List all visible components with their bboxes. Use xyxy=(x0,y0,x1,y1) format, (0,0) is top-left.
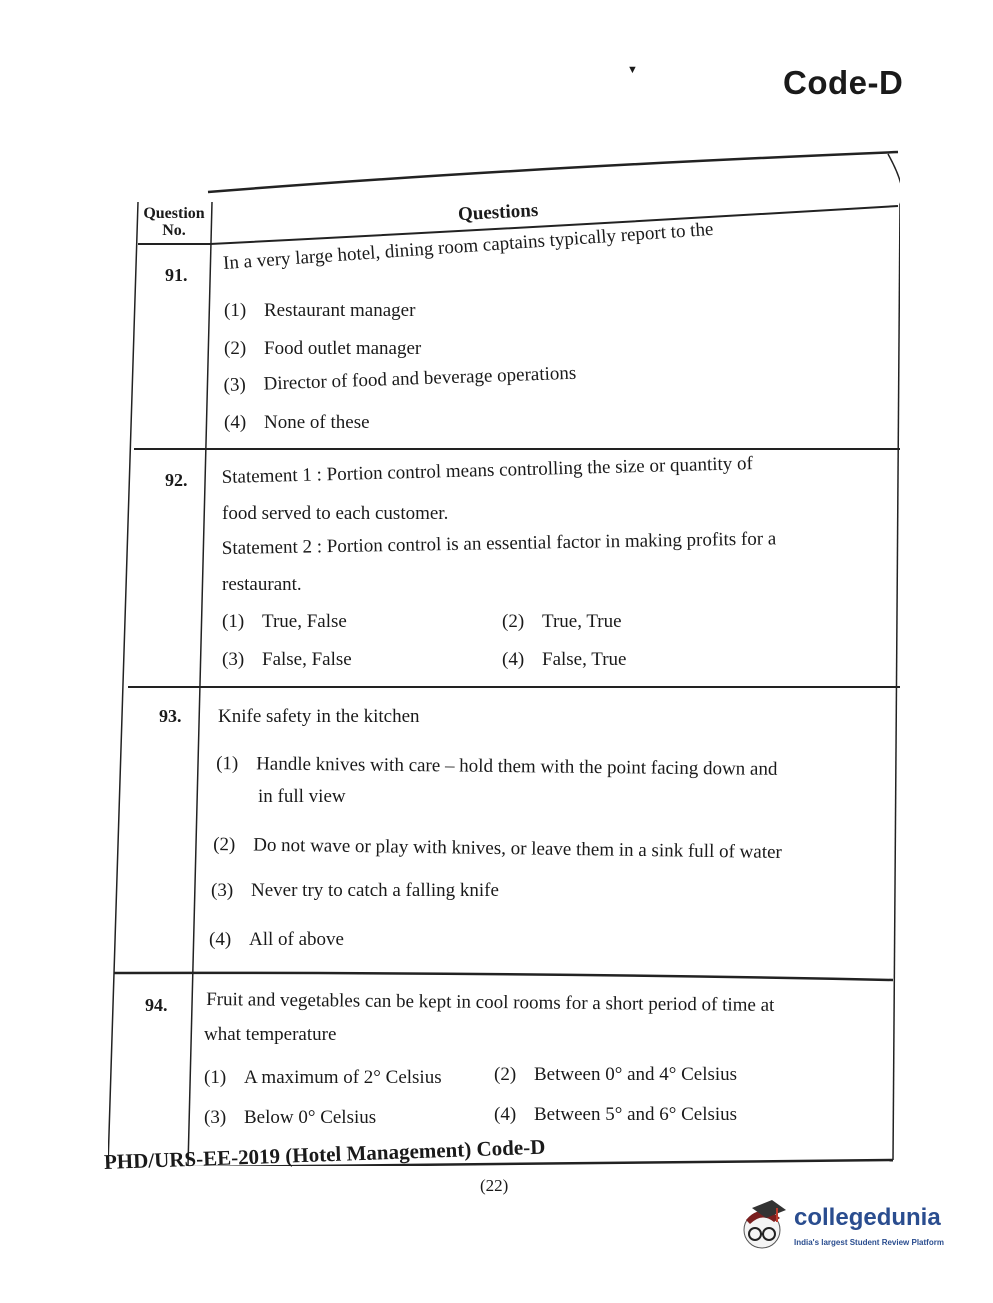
question-text-line: Statement 1 : Portion control means controlling the size or quantity of xyxy=(221,453,754,489)
brand-tagline: India's largest Student Review Platform xyxy=(794,1238,944,1247)
option: (2) Food outlet manager xyxy=(224,338,422,359)
page-number: (22) xyxy=(480,1176,509,1195)
question-number: 94. xyxy=(145,995,168,1015)
question-text-line: restaurant. xyxy=(222,574,302,595)
question-text-line: food served to each customer. xyxy=(222,503,449,524)
option: (4) All of above xyxy=(209,929,344,950)
scan-mark: ▼ xyxy=(627,64,638,76)
option-continuation: in full view xyxy=(258,786,346,807)
option: (1) A maximum of 2° Celsius xyxy=(204,1067,442,1088)
brand-name: collegedunia xyxy=(794,1204,941,1231)
paper-code: Code-D xyxy=(783,64,904,101)
question-number: 92. xyxy=(165,470,188,490)
option: (1) Handle knives with care – hold them with the point facing down and xyxy=(216,753,778,780)
column-header-qno: Question No. xyxy=(143,205,205,239)
collegedunia-watermark xyxy=(738,1196,968,1258)
option: (4) False, True xyxy=(502,649,627,670)
option: (2) Between 0° and 4° Celsius xyxy=(494,1064,738,1085)
mascot-logo-icon xyxy=(738,1198,788,1256)
option: (3) Below 0° Celsius xyxy=(204,1107,377,1128)
question-text-line: what temperature xyxy=(204,1024,337,1045)
option: (4) Between 5° and 6° Celsius xyxy=(494,1104,738,1125)
option: (1) True, False xyxy=(222,611,347,632)
question-number: 91. xyxy=(165,265,188,285)
option: (4) None of these xyxy=(224,412,370,433)
question-text-line: Statement 2 : Portion control is an essential factor in making profits for a xyxy=(221,528,777,560)
question-text: Knife safety in the kitchen xyxy=(218,706,420,727)
option: (3) Never try to catch a falling knife xyxy=(211,880,499,901)
option: (3) Director of food and beverage operations xyxy=(223,362,577,397)
question-text-line: Fruit and vegetables can be kept in cool rooms for a short period of time at xyxy=(206,989,775,1016)
column-header-questions: Questions xyxy=(457,199,539,226)
question-text: In a very large hotel, dining room captains typically report to the xyxy=(222,218,715,275)
option: (3) False, False xyxy=(222,649,352,670)
option: (2) True, True xyxy=(502,611,622,632)
option: (2) Do not wave or play with knives, or leave them in a sink full of water xyxy=(213,834,782,863)
question-number: 93. xyxy=(159,706,182,726)
option: (1) Restaurant manager xyxy=(224,300,416,321)
exam-code-footer: PHD/URS-EE-2019 (Hotel Management) Code-D xyxy=(103,1134,546,1174)
